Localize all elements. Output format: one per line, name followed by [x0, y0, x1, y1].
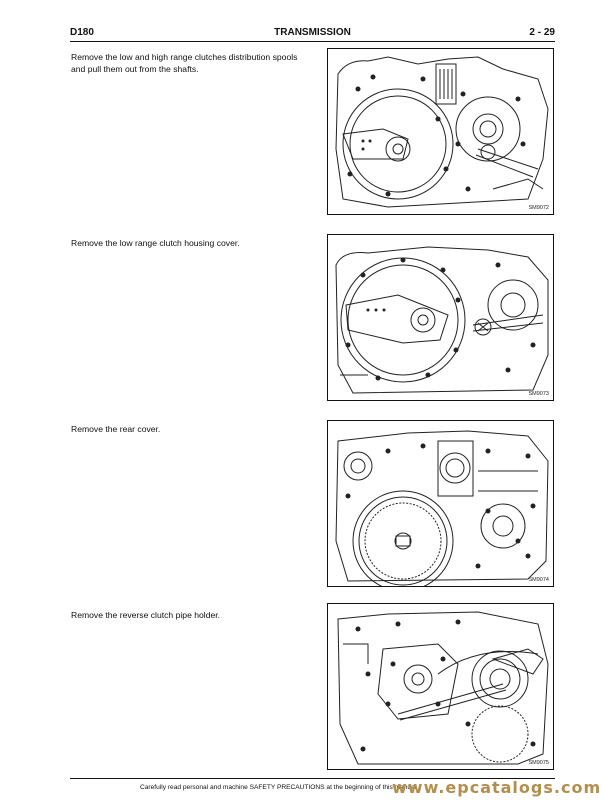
figure-2	[327, 234, 554, 401]
figure-1	[327, 48, 554, 215]
watermark: www.epcatalogs.com	[392, 778, 602, 797]
step-2-text: Remove the low range clutch housing cover.	[71, 238, 240, 248]
figure-3	[327, 420, 554, 587]
figure-2-label: SM9073	[528, 391, 549, 397]
step-1-text: Remove the low and high range clutches distribution spools and pull them out from the shafts.	[71, 52, 298, 74]
step-4-text: Remove the reverse clutch pipe holder.	[71, 610, 221, 620]
figure-3-label: SM9074	[528, 577, 549, 583]
rear-cover-illustration	[328, 421, 553, 586]
page-header	[70, 27, 555, 41]
figure-4	[327, 603, 554, 770]
reverse-clutch-pipe-holder-illustration	[328, 604, 553, 769]
section-title: TRANSMISSION	[274, 27, 351, 38]
step-3-text: Remove the rear cover.	[71, 424, 161, 434]
safety-note: Carefully read personal and machine SAFETY PRECAUTIONS at the beginning of this manual	[140, 784, 417, 791]
page-footer	[0, 780, 603, 802]
page-number: 2 - 29	[529, 27, 555, 38]
clutch-spools-illustration	[328, 49, 553, 214]
header-divider	[70, 41, 555, 42]
figure-4-label: SM9075	[528, 760, 549, 766]
clutch-housing-cover-illustration	[328, 235, 553, 400]
model-label: D180	[70, 27, 94, 38]
figure-1-label: SM9072	[528, 205, 549, 211]
